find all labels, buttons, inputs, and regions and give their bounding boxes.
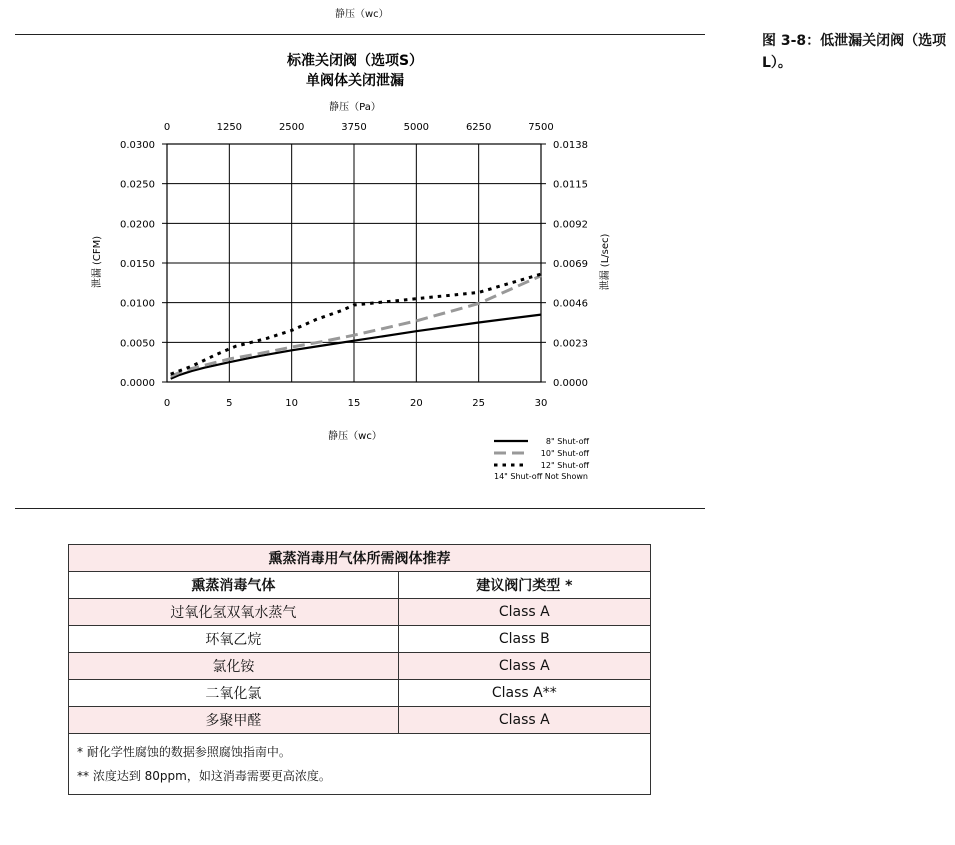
- y-axis-label: 泄漏 (CFM): [92, 235, 103, 289]
- y-tick-label: 0.0000: [120, 378, 155, 389]
- legend-label-1: 8" Shut-off: [545, 437, 589, 446]
- x-tick-label: 30: [534, 398, 548, 409]
- legend-note: 14" Shut-off Not Shown: [494, 472, 588, 481]
- table-row: [69, 653, 651, 680]
- table-header-row: [69, 572, 651, 599]
- table-row: [69, 680, 651, 707]
- table-row: [69, 599, 651, 626]
- y2-axis-label: 泄漏 (L/sec): [600, 233, 611, 291]
- gas-cell: 过氧化氢双氧水蒸气: [69, 599, 399, 626]
- bottom-divider: [15, 508, 705, 509]
- y2-tick-label: 0.0092: [553, 219, 588, 231]
- valve-class-cell: Class A: [398, 599, 650, 626]
- column-header-gas: 熏蒸消毒气体: [69, 572, 399, 599]
- x2-tick-label: 3750: [341, 122, 367, 133]
- chart-subtitle: 单阀体关闭泄漏: [306, 73, 404, 89]
- gas-cell: 环氧乙烷: [69, 626, 399, 653]
- table-row: [69, 626, 651, 653]
- valve-class-cell: Class A: [398, 653, 650, 680]
- series-line-2: [171, 276, 541, 377]
- x-tick-label: 0: [163, 398, 171, 409]
- x2-axis-label: 静压（Pa）: [329, 102, 381, 113]
- table-row: [69, 707, 651, 734]
- y2-tick-label: 0.0138: [553, 140, 588, 151]
- y-tick-label: 0.0250: [120, 179, 155, 191]
- x2-tick-label: 6250: [465, 122, 492, 133]
- gas-cell: 二氧化氯: [69, 680, 399, 707]
- table-title-row: [69, 545, 651, 572]
- legend-label-2: 10" Shut-off: [540, 449, 589, 458]
- figure-caption: 图 3-8：低泄漏关闭阀（选项 L）。: [762, 33, 947, 71]
- series-line-1: [171, 315, 541, 379]
- x-tick-label: 25: [472, 398, 486, 409]
- top-divider: [15, 34, 705, 35]
- note-chemical-resistance: * 耐化学性腐蚀的数据参照腐蚀指南中。: [77, 745, 291, 759]
- x-tick-label: 20: [409, 398, 423, 409]
- fumigant-table: [68, 544, 651, 795]
- y-tick-label: 0.0200: [120, 219, 155, 231]
- y-tick-label: 0.0300: [120, 140, 155, 151]
- x2-tick-label: 2500: [278, 122, 305, 133]
- valve-class-cell: Class A**: [398, 680, 650, 707]
- top-axis-label: 静压（wc）: [335, 9, 389, 20]
- y2-tick-label: 0.0115: [553, 179, 588, 191]
- x-tick-label: 15: [347, 398, 361, 409]
- x-tick-label: 10: [285, 398, 299, 409]
- legend-label-3: 12" Shut-off: [540, 461, 589, 470]
- x2-tick-label: 1250: [216, 122, 243, 133]
- valve-class-cell: Class B: [398, 626, 650, 653]
- chart-title: 标准关闭阀（选项S）: [286, 53, 424, 69]
- x-tick-label: 5: [226, 398, 233, 409]
- gas-cell: 氯化铵: [69, 653, 399, 680]
- x2-tick-label: 7500: [528, 122, 554, 133]
- y2-tick-label: 0.0023: [553, 338, 588, 350]
- x2-tick-label: 0: [163, 122, 171, 133]
- table-notes-row: [69, 734, 651, 795]
- table-title: 熏蒸消毒用气体所需阀体推荐: [69, 545, 651, 572]
- y-tick-label: 0.0150: [120, 259, 155, 270]
- y2-tick-label: 0.0069: [553, 259, 588, 270]
- table-notes: [69, 734, 651, 795]
- y-tick-label: 0.0100: [120, 298, 155, 310]
- y2-tick-label: 0.0046: [553, 298, 588, 310]
- column-header-valve-type: 建议阀门类型 *: [398, 572, 650, 599]
- y-tick-label: 0.0050: [120, 338, 155, 350]
- leakage-chart: [0, 40, 700, 490]
- x-axis-label: 静压（wc）: [328, 431, 382, 442]
- x2-tick-label: 5000: [403, 122, 430, 133]
- gas-cell: 多聚甲醛: [69, 707, 399, 734]
- note-concentration: ** 浓度达到 80ppm，如这消毒需要更高浓度。: [77, 769, 331, 783]
- y2-tick-label: 0.0000: [553, 378, 588, 389]
- valve-class-cell: Class A: [398, 707, 650, 734]
